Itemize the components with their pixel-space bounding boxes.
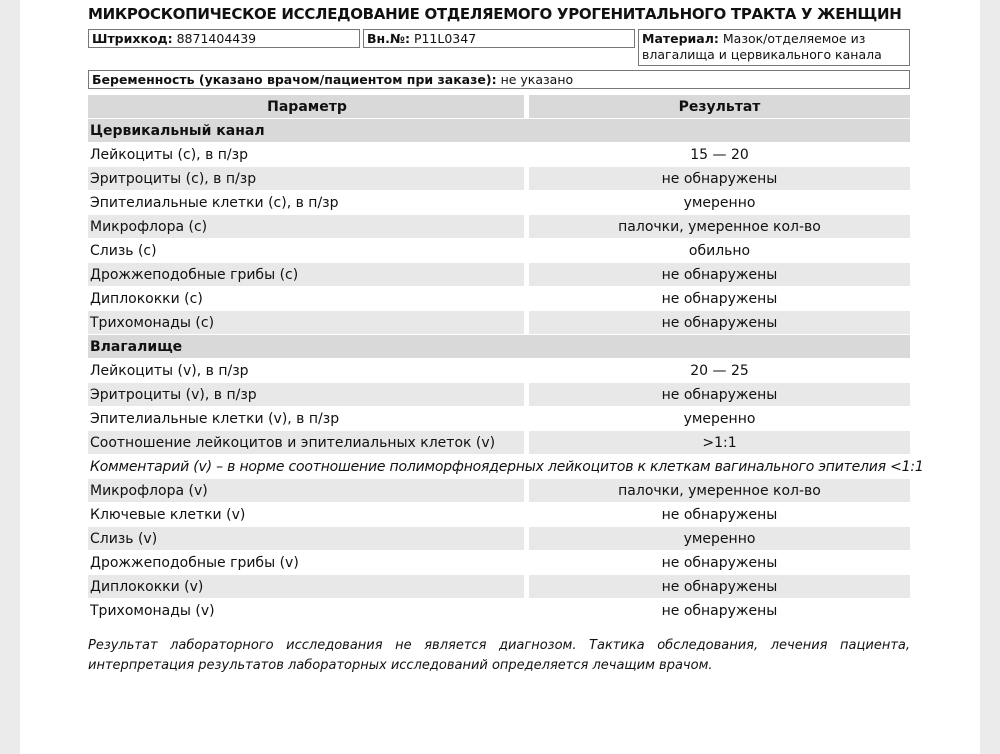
result-cell: умеренно: [529, 527, 910, 550]
result-cell: умеренно: [683, 195, 756, 211]
report-sheet: [20, 0, 980, 754]
result-cell: 15 — 20: [690, 147, 749, 163]
param-cell: Микрофлора (v): [88, 479, 524, 502]
table-row: [88, 239, 910, 263]
result-cell: >1:1: [529, 431, 910, 454]
section-title: Цервикальный канал: [88, 119, 910, 142]
table-row: [88, 143, 910, 167]
material-field: [638, 29, 910, 66]
result-cell: 20 — 25: [690, 363, 749, 379]
barcode-value: 8871404439: [176, 31, 257, 46]
result-cell: не обнаружены: [529, 311, 910, 334]
barcode-label: Штрихкод:: [92, 31, 173, 46]
result-cell: умеренно: [683, 411, 756, 427]
pregnancy-label: Беременность (указано врачом/пациентом при заказе):: [92, 72, 497, 87]
header-param: Параметр: [88, 95, 524, 118]
table-row: [88, 431, 910, 455]
result-cell: не обнаружены: [661, 291, 778, 307]
param-cell: Диплококки (c): [90, 291, 203, 307]
disclaimer-note: Результат лабораторного исследования не является диагнозом. Тактика обследования, лечения пациента, интерпретация результатов лабораторных исследований определяется лечащим врачом.: [88, 638, 910, 673]
table-row: [88, 551, 910, 575]
section-cervical: [88, 119, 910, 143]
table-row: [88, 215, 910, 239]
pregnancy-value: не указано: [500, 72, 574, 87]
param-cell: Дрожжеподобные грибы (v): [90, 555, 299, 571]
table-row: [88, 167, 910, 191]
result-cell: не обнаружены: [529, 383, 910, 406]
report-title: МИКРОСКОПИЧЕСКОЕ ИССЛЕДОВАНИЕ ОТДЕЛЯЕМОГО УРОГЕНИТАЛЬНОГО ТРАКТА У ЖЕНЩИН: [88, 5, 902, 23]
ratio-comment: Комментарий (v) – в норме соотношение полиморфноядерных лейкоцитов к клеткам вагинального эпителия <1:1: [90, 459, 924, 475]
table-row: [88, 479, 910, 503]
result-cell: не обнаружены: [529, 263, 910, 286]
param-cell: Эпителиальные клетки (v), в п/зр: [90, 411, 340, 427]
table-row: [88, 311, 910, 335]
material-label: Материал:: [642, 31, 719, 46]
param-cell: Лейкоциты (c), в п/зр: [90, 147, 248, 163]
table-row: [88, 263, 910, 287]
param-cell: Эпителиальные клетки (c), в п/зр: [90, 195, 339, 211]
barcode-field: [88, 29, 360, 48]
table-row: [88, 503, 910, 527]
table-row: [88, 599, 910, 623]
param-cell: Диплококки (v): [88, 575, 524, 598]
param-cell: Соотношение лейкоцитов и эпителиальных клеток (v): [88, 431, 524, 454]
result-cell: палочки, умеренное кол-во: [529, 479, 910, 502]
table-row: [88, 383, 910, 407]
result-cell: обильно: [688, 243, 751, 259]
param-cell: Слизь (v): [88, 527, 524, 550]
section-title: Влагалище: [88, 335, 910, 358]
table-row: [88, 407, 910, 431]
material-value: Мазок/отделяемое из влагалища и цервикального канала: [642, 31, 882, 62]
result-cell: не обнаружены: [529, 167, 910, 190]
result-cell: не обнаружены: [529, 575, 910, 598]
table-row: [88, 287, 910, 311]
results-table: [88, 95, 924, 623]
table-row: [88, 575, 910, 599]
table-row: [88, 359, 910, 383]
ref-number-value: P11L0347: [413, 31, 477, 46]
header-result: Результат: [529, 95, 910, 118]
table-header: [88, 95, 910, 119]
param-cell: Дрожжеподобные грибы (c): [88, 263, 524, 286]
table-row: [88, 527, 910, 551]
param-cell: Эритроциты (c), в п/зр: [88, 167, 524, 190]
param-cell: Микрофлора (c): [88, 215, 524, 238]
ref-number-label: Вн.№:: [367, 31, 410, 46]
param-cell: Трихомонады (v): [90, 603, 215, 619]
param-cell: Трихомонады (c): [88, 311, 524, 334]
ref-number-field: [363, 29, 635, 48]
section-vaginal: [88, 335, 910, 359]
result-cell: не обнаружены: [661, 507, 778, 523]
result-cell: не обнаружены: [661, 555, 778, 571]
param-cell: Эритроциты (v), в п/зр: [88, 383, 524, 406]
param-cell: Лейкоциты (v), в п/зр: [90, 363, 249, 379]
pregnancy-field: [88, 70, 910, 89]
table-row: [88, 191, 910, 215]
result-cell: не обнаружены: [661, 603, 778, 619]
result-cell: палочки, умеренное кол-во: [529, 215, 910, 238]
param-cell: Слизь (c): [90, 243, 157, 259]
param-cell: Ключевые клетки (v): [90, 507, 246, 523]
